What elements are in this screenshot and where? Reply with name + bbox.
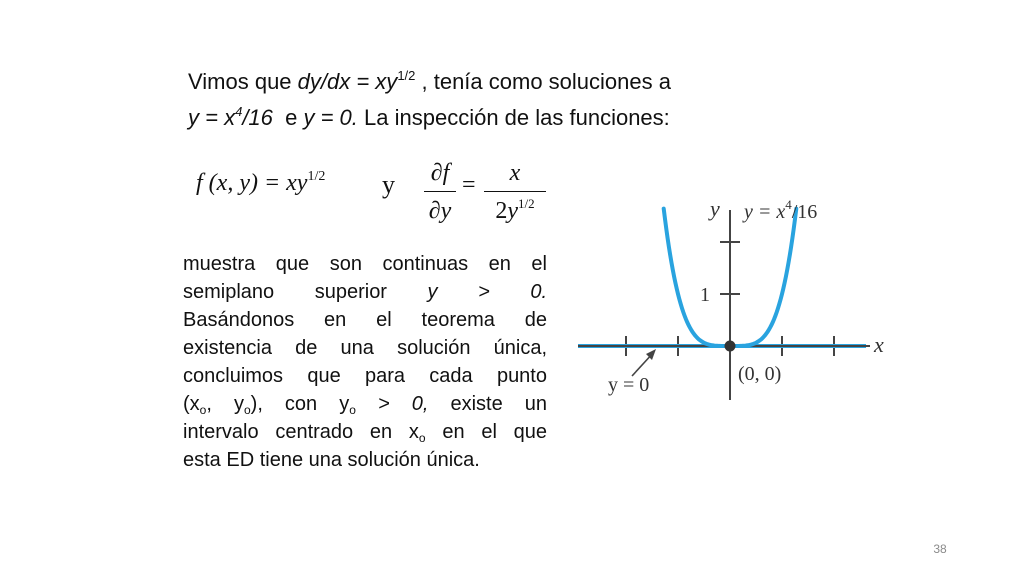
- explanation-line: existencia de una solución única,: [183, 337, 547, 359]
- result-denominator: [484, 196, 546, 226]
- zero-line-label: [608, 374, 649, 396]
- fraction-bar: [424, 191, 456, 192]
- tick-label-one: 1: [700, 284, 710, 306]
- page-number: 38: [933, 542, 947, 556]
- partial-numerator: ∂f: [430, 160, 450, 186]
- denominator-coefficient: 2: [495, 198, 508, 224]
- explanation-line: muestra que son continuas en el: [183, 253, 547, 275]
- solution-equation: y = x: [188, 105, 236, 130]
- explanation-text: en el que: [425, 421, 548, 443]
- function-definition: [196, 170, 325, 197]
- origin-label: (0, 0): [738, 363, 782, 385]
- explanation-text: ), con y: [250, 393, 350, 415]
- intro-conjunction: e: [272, 105, 304, 130]
- zero-solution: y = 0.: [303, 105, 358, 130]
- equals-sign: =: [462, 172, 476, 198]
- formula-block: [196, 158, 556, 238]
- explanation-text: intervalo centrado en x: [183, 421, 419, 443]
- explanation-line: concluimos que para cada punto: [183, 365, 547, 387]
- explanation-line: esta ED tiene una solución única.: [183, 449, 480, 471]
- explanation-line: Basándonos en el teorema de: [183, 309, 547, 331]
- curve-label-text: y = x: [744, 201, 786, 223]
- solution-divisor: /16: [242, 105, 273, 130]
- solution-exponent: 4: [235, 104, 243, 119]
- y-axis-label: y: [710, 196, 720, 221]
- result-numerator: x: [509, 160, 521, 186]
- solution-graph: [570, 190, 900, 410]
- origin-point: [725, 341, 736, 352]
- positive-condition: > 0,: [355, 393, 429, 415]
- denominator-variable: y: [507, 198, 519, 224]
- conjunction: y: [382, 170, 395, 199]
- subscript: o: [243, 403, 251, 417]
- partial-denominator: ∂y: [428, 198, 452, 224]
- intro-exponent: 1/2: [397, 68, 416, 83]
- denominator-exponent: 1/2: [518, 196, 535, 211]
- intro-text: , tenía como soluciones a: [415, 69, 671, 94]
- intro-line-1: [188, 64, 748, 100]
- explanation-line: [183, 390, 547, 418]
- subscript: o: [349, 403, 356, 417]
- zero-line-label-text: y = 0: [608, 374, 650, 396]
- explanation-text: existe un: [428, 393, 547, 415]
- explanation-line: [183, 278, 547, 306]
- explanation-line: [183, 418, 547, 446]
- half-plane-condition: y > 0.: [427, 281, 547, 303]
- function-exponent: 1/2: [307, 169, 326, 184]
- explanation-paragraph: [183, 250, 547, 474]
- x-axis-label: x: [874, 332, 884, 357]
- intro-text: Vimos que: [188, 69, 298, 94]
- subscript: o: [199, 403, 207, 417]
- result-fraction: [484, 158, 546, 226]
- curve-label: [742, 197, 817, 223]
- intro-paragraph: [188, 64, 748, 136]
- explanation-text: semiplano superior: [183, 281, 428, 303]
- explanation-text: (x: [183, 393, 200, 415]
- explanation-text: , y: [206, 393, 244, 415]
- subscript: o: [418, 431, 426, 445]
- partial-derivative-fraction: [424, 158, 456, 226]
- fraction-bar: [484, 191, 546, 192]
- curve-label-divisor: /16: [791, 201, 818, 223]
- intro-text: La inspección de las funciones:: [357, 105, 670, 130]
- intro-line-2: [188, 100, 748, 136]
- intro-equation: dy/dx = xy: [297, 69, 398, 94]
- curve-label-exponent: 4: [785, 197, 792, 212]
- function-lhs: f (x, y) = xy: [196, 170, 308, 196]
